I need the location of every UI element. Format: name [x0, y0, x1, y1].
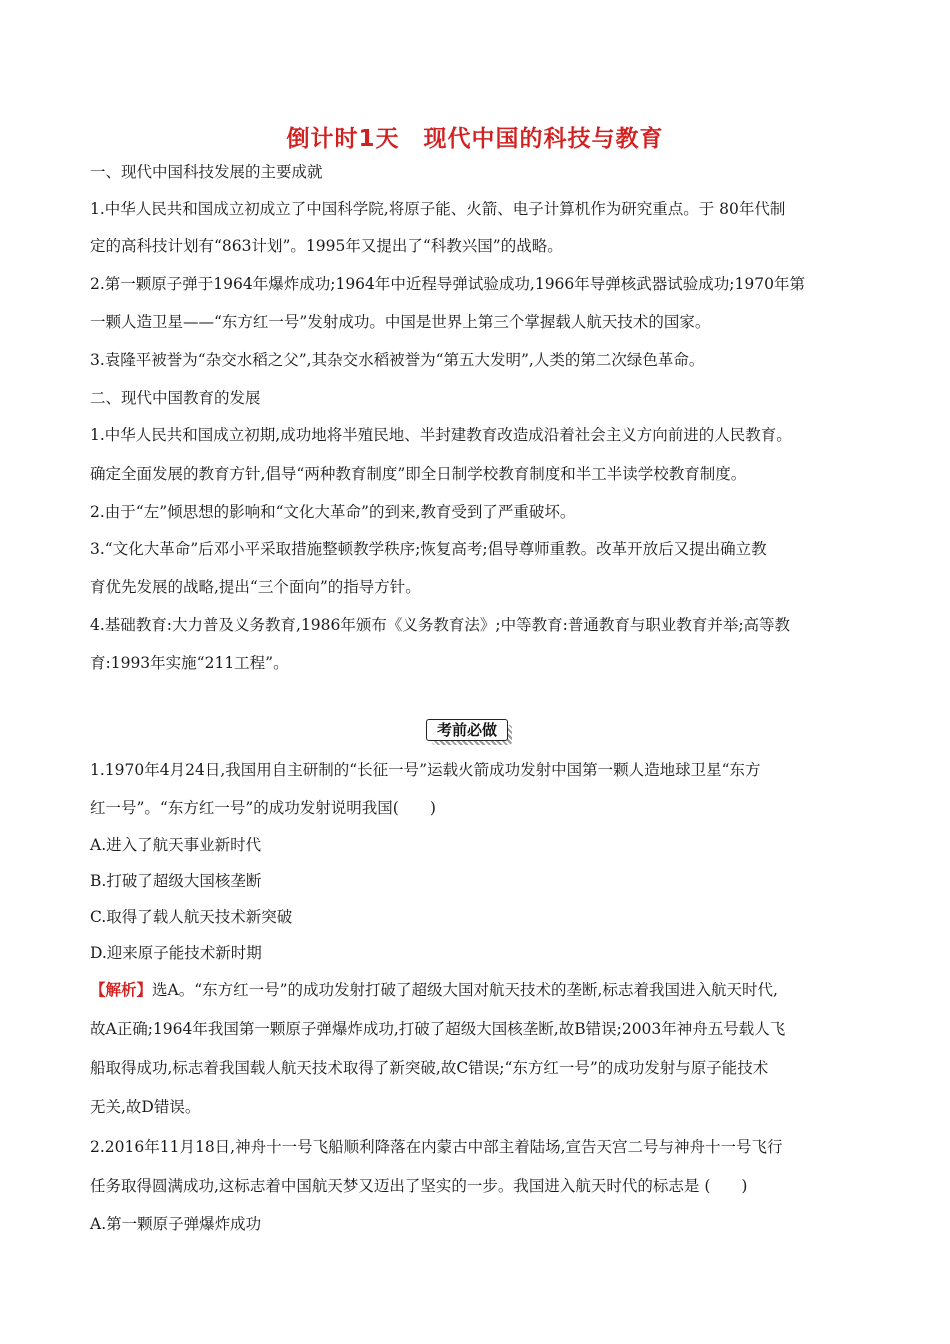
question-1-option-b: B.打破了超级大国核垄断: [90, 872, 262, 890]
paragraph-line: 2.由于“左”倾思想的影响和“文化大革命”的到来,教育受到了严重破坏。: [90, 503, 576, 521]
analysis-text: 选A。“东方红一号”的成功发射打破了超级大国对航天技术的垄断,标志着我国进入航天时代,: [152, 981, 778, 999]
practice-badge: [426, 719, 518, 747]
question-1-stem: 红一号”。“东方红一号”的成功发射说明我国( ): [90, 799, 436, 817]
section-heading-tech: 一、现代中国科技发展的主要成就: [90, 163, 323, 181]
page-title: 倒计时1天 现代中国的科技与教育: [286, 126, 664, 152]
paragraph-line: 3.“文化大革命”后邓小平采取措施整顿教学秩序;恢复高考;倡导尊师重教。改革开放后又提出确立教: [90, 540, 767, 558]
analysis-line: 船取得成功,标志着我国载人航天技术取得了新突破,故C错误;“东方红一号”的成功发射与原子能技术: [90, 1059, 769, 1077]
paragraph-line: 定的高科技计划有“863计划”。1995年又提出了“科教兴国”的战略。: [90, 237, 563, 255]
analysis-line: 故A正确;1964年我国第一颗原子弹爆炸成功,打破了超级大国核垄断,故B错误;2003年神舟五号载人飞: [90, 1020, 786, 1038]
question-1-option-a: A.进入了航天事业新时代: [90, 836, 262, 854]
paragraph-line: 育优先发展的战略,提出“三个面向”的指导方针。: [90, 578, 421, 596]
paragraph-line: 1.中华人民共和国成立初成立了中国科学院,将原子能、火箭、电子计算机作为研究重点。于 80年代制: [90, 200, 786, 218]
question-1-option-d: D.迎来原子能技术新时期: [90, 944, 262, 962]
paragraph-line: 4.基础教育:大力普及义务教育,1986年颁布《义务教育法》;中等教育:普通教育与职业教育并举;高等教: [90, 616, 791, 634]
analysis-line: 无关,故D错误。: [90, 1098, 201, 1116]
analysis-tag: 【解析】: [90, 980, 153, 999]
question-1-analysis: [90, 980, 870, 1000]
paragraph-line: 育:1993年实施“211工程”。: [90, 654, 289, 672]
question-2-stem: 2.2016年11月18日,神舟十一号飞船顺利降落在内蒙古中部主着陆场,宣告天宫二号与神舟十一号飞行: [90, 1138, 783, 1156]
badge-label: 考前必做: [426, 719, 508, 741]
section-heading-education: 二、现代中国教育的发展: [90, 389, 261, 407]
paragraph-line: 2.第一颗原子弹于1964年爆炸成功;1964年中近程导弹试验成功,1966年导弹核武器试验成功;1970年第: [90, 275, 805, 293]
paragraph-line: 一颗人造卫星——“东方红一号”发射成功。中国是世界上第三个掌握载人航天技术的国家。: [90, 313, 711, 331]
question-1-option-c: C.取得了载人航天技术新突破: [90, 908, 293, 926]
paragraph-line: 1.中华人民共和国成立初期,成功地将半殖民地、半封建教育改造成沿着社会主义方向前进的人民教育。: [90, 426, 792, 444]
paragraph-line: 3.袁隆平被誉为“杂交水稻之父”,其杂交水稻被誉为“第五大发明”,人类的第二次绿色革命。: [90, 351, 705, 369]
question-1-stem: 1.1970年4月24日,我国用自主研制的“长征一号”运载火箭成功发射中国第一颗人造地球卫星“东方: [90, 761, 761, 779]
question-2-option-a: A.第一颗原子弹爆炸成功: [90, 1215, 262, 1233]
paragraph-line: 确定全面发展的教育方针,倡导“两种教育制度”即全日制学校教育制度和半工半读学校教育制度。: [90, 465, 747, 483]
question-2-stem: 任务取得圆满成功,这标志着中国航天梦又迈出了坚实的一步。我国进入航天时代的标志是 ( ): [90, 1177, 748, 1195]
